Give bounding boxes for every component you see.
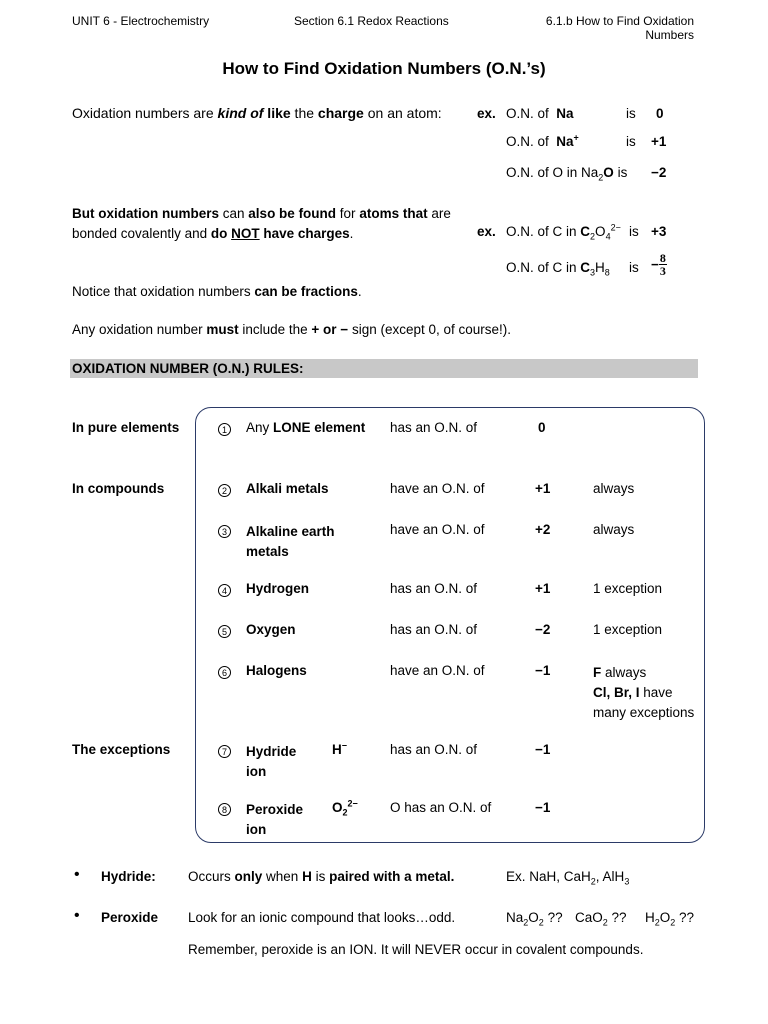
rule-1-value: 0 (538, 420, 546, 435)
rule-7-value: −1 (535, 742, 551, 757)
peroxide-example-na2o2: $Na_2O_2$ ?? (506, 910, 563, 928)
covalent-example-label: ex. (477, 224, 496, 239)
hydride-examples: Ex. NaH, CaH$_2$, AlH$_3$ (506, 869, 630, 887)
rule-number-7: 7 (218, 742, 231, 760)
rule-number-1: 1 (218, 420, 231, 438)
example-c3h8-value: − $\frac{8}{3}$ (651, 251, 666, 278)
example-c2o4-is: is (629, 224, 639, 239)
fraction-eight-thirds: $\frac{8}{3}$ (659, 251, 666, 278)
example-na: O.N. of Na (506, 106, 574, 121)
intro-text: Oxidation numbers are kind of like the charge on an atom: (72, 105, 442, 121)
rule-1-verb: has an O.N. of (390, 420, 478, 435)
rule-number-3: 3 (218, 522, 231, 540)
rule-3-value: +2 (535, 522, 551, 537)
label-pure-elements: In pure elements (72, 420, 180, 435)
rule-8-formula: $O_2^{2-}$ (332, 798, 358, 818)
example-c2o4-value: +3 (651, 224, 667, 239)
rule-number-4: 4 (218, 581, 231, 599)
example-na-is: is (626, 106, 636, 121)
example-na-ion-is: is (626, 134, 636, 149)
example-c2o4: O.N. of C in $C_2O_4^{2-}$ (506, 222, 621, 242)
rule-8-name: Peroxide ion (246, 802, 304, 837)
example-o-value: −2 (651, 165, 667, 180)
hydride-label: Hydride: (101, 869, 156, 884)
rule-2-verb: have an O.N. of (390, 481, 485, 496)
hydride-text: Occurs only when H is paired with a metal. (188, 869, 455, 884)
header-unit: UNIT 6 - Electrochemistry (72, 14, 210, 28)
peroxide-text: Look for an ionic compound that looks…odd. (188, 910, 456, 925)
example-na-value: 0 (656, 106, 664, 121)
rule-4-note: 1 exception (593, 581, 663, 596)
rule-5-note: 1 exception (593, 622, 663, 637)
rule-4-verb: has an O.N. of (390, 581, 478, 596)
rule-6-value: −1 (535, 663, 551, 678)
rule-number-5: 5 (218, 622, 231, 640)
bullet-dot-hydride: • (74, 866, 80, 883)
label-compounds: In compounds (72, 481, 165, 496)
peroxide-example-cao2: CaO$_2$ ?? (575, 910, 627, 928)
rule-8-verb: O has an O.N. of (390, 800, 492, 815)
rule-6-note: F always Cl, Br, I have many exceptions (593, 665, 695, 720)
rule-7-name: Hydride ion (246, 744, 297, 779)
bullet-dot-peroxide: • (74, 907, 80, 924)
example-c3h8: O.N. of C in $C_3H_8$ (506, 260, 610, 278)
rule-number-6: 6 (218, 663, 231, 681)
rule-1-name: Any LONE element (246, 420, 366, 435)
rule-2-note: always (593, 481, 635, 496)
fractions-note: Notice that oxidation numbers can be fractions. (72, 284, 362, 299)
rule-4-name: Hydrogen (246, 581, 310, 596)
intro-example-label: ex. (477, 106, 496, 121)
rules-heading: OXIDATION NUMBER (O.N.) RULES: (72, 361, 304, 376)
rule-number-2: 2 (218, 481, 231, 499)
rule-8-value: −1 (535, 800, 551, 815)
page-title: How to Find Oxidation Numbers (O.N.’s) (222, 59, 546, 78)
rule-7-verb: has an O.N. of (390, 742, 478, 757)
example-na-ion: O.N. of Na+ (506, 132, 579, 149)
rule-5-value: −2 (535, 622, 551, 637)
example-c3h8-is: is (629, 260, 639, 275)
header-topic: 6.1.b How to Find Oxidation Numbers (545, 14, 694, 42)
rule-3-verb: have an O.N. of (390, 522, 485, 537)
rule-2-value: +1 (535, 481, 551, 496)
rule-5-name: Oxygen (246, 622, 296, 637)
rule-4-value: +1 (535, 581, 551, 596)
covalent-text: But oxidation numbers can also be found for atoms that are bonded covalently and do NOT have charges. (72, 206, 451, 241)
example-o-in-na2o: O.N. of O in $Na_2O$ is (506, 165, 628, 183)
rule-5-verb: has an O.N. of (390, 622, 478, 637)
rule-6-name: Halogens (246, 663, 307, 678)
rule-6-verb: have an O.N. of (390, 663, 485, 678)
label-exceptions: The exceptions (72, 742, 171, 757)
sign-note: Any oxidation number must include the + or − sign (except 0, of course!). (72, 322, 512, 337)
peroxide-remember: Remember, peroxide is an ION. It will NEVER occur in covalent compounds. (188, 942, 644, 957)
peroxide-label: Peroxide (101, 910, 159, 925)
header-section: Section 6.1 Redox Reactions (294, 14, 449, 28)
rule-3-note: always (593, 522, 635, 537)
rule-7-formula: H− (332, 740, 348, 757)
peroxide-example-h2o2: $H_2O_2$ ?? (645, 910, 695, 928)
rule-2-name: Alkali metals (246, 481, 329, 496)
rule-3-name: Alkaline earth metals (246, 524, 335, 559)
rule-number-8: 8 (218, 800, 231, 818)
example-na-ion-value: +1 (651, 134, 667, 149)
